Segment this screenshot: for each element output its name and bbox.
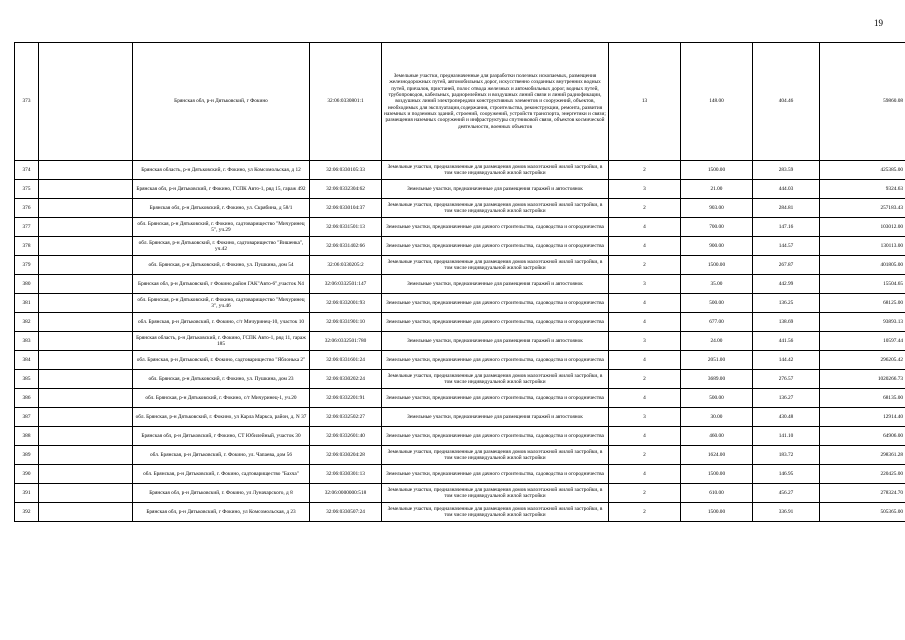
specific-value-cell: 144.42 bbox=[753, 351, 820, 370]
permitted-use-cell: Земельные участки, предназначенные для размещения домов малоэтажной жилой застройки, в том числе индивидуальной жилой застройки bbox=[382, 503, 609, 522]
category-cell: 13 bbox=[609, 43, 681, 161]
row-number: 379 bbox=[15, 256, 39, 275]
blank-cell bbox=[39, 408, 133, 427]
address-cell: обл. Брянская, р-н Дятьковский, г. Фокино, ул Карла Маркса, район, д. N 37 bbox=[133, 408, 310, 427]
area-cell: 30.00 bbox=[681, 408, 753, 427]
cadastral-value-cell: 12914.40 bbox=[820, 408, 905, 427]
permitted-use-cell: Земельные участки, предназначенные для размещения гаражей и автостоянок bbox=[382, 332, 609, 351]
permitted-use-cell: Земельные участки, предназначенные для дачного строительства, садоводства и огородничества bbox=[382, 218, 609, 237]
area-cell: 148.00 bbox=[681, 43, 753, 161]
specific-value-cell: 276.57 bbox=[753, 370, 820, 389]
row-number: 391 bbox=[15, 484, 39, 503]
table-row bbox=[15, 465, 905, 484]
row-number: 386 bbox=[15, 389, 39, 408]
category-cell: 4 bbox=[609, 465, 681, 484]
address-cell: обл. Брянская, р-н Дятьковский, г. Фокино, с/т Мичуринец-10, участок 10 bbox=[133, 313, 310, 332]
row-number: 385 bbox=[15, 370, 39, 389]
row-number: 375 bbox=[15, 180, 39, 199]
permitted-use-cell: Земельные участки, предназначенные для размещения гаражей и автостоянок bbox=[382, 275, 609, 294]
row-number: 388 bbox=[15, 427, 39, 446]
specific-value-cell: 442.99 bbox=[753, 275, 820, 294]
table-row bbox=[15, 237, 905, 256]
cadastral-value-cell: 15504.65 bbox=[820, 275, 905, 294]
blank-cell bbox=[39, 237, 133, 256]
category-cell: 3 bbox=[609, 332, 681, 351]
cadastral-number-cell: 32:06:0331402:66 bbox=[310, 237, 382, 256]
blank-cell bbox=[39, 465, 133, 484]
row-number: 382 bbox=[15, 313, 39, 332]
permitted-use-cell: Земельные участки, предназначенные для дачного строительства, садоводства и огородничества bbox=[382, 351, 609, 370]
blank-cell bbox=[39, 180, 133, 199]
cadastral-value-cell: 296205.42 bbox=[820, 351, 905, 370]
cadastral-number-cell: 32:06:0330202:24 bbox=[310, 370, 382, 389]
specific-value-cell: 147.16 bbox=[753, 218, 820, 237]
cadastral-number-cell: 32:06:0331901:10 bbox=[310, 313, 382, 332]
specific-value-cell: 336.91 bbox=[753, 503, 820, 522]
permitted-use-cell: Земельные участки, предназначенные для размещения гаражей и автостоянок bbox=[382, 408, 609, 427]
blank-cell bbox=[39, 332, 133, 351]
cadastral-number-cell: 32:06:0330105:33 bbox=[310, 161, 382, 180]
area-cell: 500.00 bbox=[681, 294, 753, 313]
area-cell: 24.00 bbox=[681, 332, 753, 351]
cadastral-value-cell: 220425.00 bbox=[820, 465, 905, 484]
category-cell: 3 bbox=[609, 180, 681, 199]
cadastral-number-cell: 32:06:0331601:24 bbox=[310, 351, 382, 370]
permitted-use-cell: Земельные участки, предназначенные для размещения домов малоэтажной жилой застройки, в том числе индивидуальной жилой застройки bbox=[382, 484, 609, 503]
cadastral-number-cell: 32:06:0000000:518 bbox=[310, 484, 382, 503]
cadastral-number-cell: 32:06:0332601:40 bbox=[310, 427, 382, 446]
area-cell: 21.00 bbox=[681, 180, 753, 199]
cadastral-value-cell: 278324.70 bbox=[820, 484, 905, 503]
blank-cell bbox=[39, 313, 133, 332]
cadastral-number-cell: 32:06:0330205:2 bbox=[310, 256, 382, 275]
specific-value-cell: 404.46 bbox=[753, 43, 820, 161]
address-cell: Брянская обл, р-н Дятьковский, г Фокино, ГСПК Авто-1, ряд 15, гараж 492 bbox=[133, 180, 310, 199]
permitted-use-cell: Земельные участки, предназначенные для дачного строительства, садоводства и огородничества bbox=[382, 427, 609, 446]
address-cell: Брянская обл, р-н Дятьковский, г. Фокино, ул Луначарского, д 8 bbox=[133, 484, 310, 503]
cadastral-value-cell: 425385.00 bbox=[820, 161, 905, 180]
row-number: 381 bbox=[15, 294, 39, 313]
cadastral-number-cell: 32:06:0332201:91 bbox=[310, 389, 382, 408]
specific-value-cell: 146.95 bbox=[753, 465, 820, 484]
area-cell: 1500.00 bbox=[681, 161, 753, 180]
blank-cell bbox=[39, 370, 133, 389]
cadastral-number-cell: 32:06:0332304:62 bbox=[310, 180, 382, 199]
table-row bbox=[15, 313, 905, 332]
specific-value-cell: 183.72 bbox=[753, 446, 820, 465]
cadastral-value-cell: 59860.08 bbox=[820, 43, 905, 161]
permitted-use-cell: Земельные участки, предназначенные для дачного строительства, садоводства и огородничества bbox=[382, 389, 609, 408]
row-number: 374 bbox=[15, 161, 39, 180]
area-cell: 35.00 bbox=[681, 275, 753, 294]
specific-value-cell: 283.59 bbox=[753, 161, 820, 180]
table-row bbox=[15, 408, 905, 427]
table-row bbox=[15, 199, 905, 218]
specific-value-cell: 136.25 bbox=[753, 294, 820, 313]
cadastral-value-cell: 257183.43 bbox=[820, 199, 905, 218]
row-number: 384 bbox=[15, 351, 39, 370]
blank-cell bbox=[39, 389, 133, 408]
specific-value-cell: 267.87 bbox=[753, 256, 820, 275]
cadastral-value-cell: 298361.28 bbox=[820, 446, 905, 465]
specific-value-cell: 144.57 bbox=[753, 237, 820, 256]
cadastral-value-cell: 68135.00 bbox=[820, 389, 905, 408]
category-cell: 4 bbox=[609, 218, 681, 237]
address-cell: обл. Брянская, р-н Дятьковский, г. Фокино, садтоварищество "Вишенка", уч.42 bbox=[133, 237, 310, 256]
address-cell: обл. Брянская, р-н Дятьковский, г. Фокино, с/т Мичуринец-1, уч.20 bbox=[133, 389, 310, 408]
specific-value-cell: 441.56 bbox=[753, 332, 820, 351]
row-number: 380 bbox=[15, 275, 39, 294]
area-cell: 500.00 bbox=[681, 389, 753, 408]
land-registry-table bbox=[14, 42, 905, 522]
page-number: 19 bbox=[874, 18, 883, 28]
specific-value-cell: 444.03 bbox=[753, 180, 820, 199]
permitted-use-cell: Земельные участки, предназначенные для дачного строительства, садоводства и огородничества bbox=[382, 294, 609, 313]
area-cell: 1500.00 bbox=[681, 503, 753, 522]
permitted-use-cell: Земельные участки, предназначенные для размещения домов малоэтажной жилой застройки, в том числе индивидуальной жилой застройки bbox=[382, 446, 609, 465]
category-cell: 4 bbox=[609, 351, 681, 370]
permitted-use-cell: Земельные участки, предназначенные для размещения домов малоэтажной жилой застройки, в том числе индивидуальной жилой застройки bbox=[382, 161, 609, 180]
permitted-use-cell: Земельные участки, предназначенные для дачного строительства, садоводства и огородничества bbox=[382, 237, 609, 256]
category-cell: 4 bbox=[609, 427, 681, 446]
permitted-use-cell: Земельные участки, предназначенные для размещения домов малоэтажной жилой застройки, в том числе индивидуальной жилой застройки bbox=[382, 370, 609, 389]
blank-cell bbox=[39, 484, 133, 503]
cadastral-value-cell: 1020266.73 bbox=[820, 370, 905, 389]
address-cell: обл. Брянская, р-н Дятьковский, г. Фокино, садтоварищество "Мичуринец 3", уч.46 bbox=[133, 294, 310, 313]
category-cell: 2 bbox=[609, 161, 681, 180]
blank-cell bbox=[39, 218, 133, 237]
table-row bbox=[15, 218, 905, 237]
cadastral-number-cell: 32:06:0332001:93 bbox=[310, 294, 382, 313]
table-row bbox=[15, 389, 905, 408]
area-cell: 1500.00 bbox=[681, 256, 753, 275]
area-cell: 900.00 bbox=[681, 237, 753, 256]
cadastral-number-cell: 32:06:0330301:13 bbox=[310, 465, 382, 484]
cadastral-number-cell: 32:06:0332501:780 bbox=[310, 332, 382, 351]
cadastral-number-cell: 32:06:0332501:147 bbox=[310, 275, 382, 294]
category-cell: 4 bbox=[609, 294, 681, 313]
category-cell: 2 bbox=[609, 256, 681, 275]
category-cell: 3 bbox=[609, 408, 681, 427]
blank-cell bbox=[39, 256, 133, 275]
address-cell: обл. Брянская, р-н Дятьковский, г. Фокино, садтоварищество "Мичуринец 5", уч.29 bbox=[133, 218, 310, 237]
category-cell: 3 bbox=[609, 275, 681, 294]
area-cell: 2051.00 bbox=[681, 351, 753, 370]
specific-value-cell: 430.48 bbox=[753, 408, 820, 427]
address-cell: Брянская область, р-н Дятьковский, г. Фокино, ул Комсомольская, д 12 bbox=[133, 161, 310, 180]
category-cell: 2 bbox=[609, 484, 681, 503]
table-row bbox=[15, 332, 905, 351]
category-cell: 4 bbox=[609, 237, 681, 256]
address-cell: Брянская обл, р-н Дятьковский, г Фокино,район ГАК"Авто-6",участок N4 bbox=[133, 275, 310, 294]
table-row bbox=[15, 427, 905, 446]
cadastral-value-cell: 505365.00 bbox=[820, 503, 905, 522]
cadastral-number-cell: 32:06:0330204:28 bbox=[310, 446, 382, 465]
blank-cell bbox=[39, 294, 133, 313]
row-number: 392 bbox=[15, 503, 39, 522]
specific-value-cell: 136.27 bbox=[753, 389, 820, 408]
area-cell: 3689.00 bbox=[681, 370, 753, 389]
category-cell: 2 bbox=[609, 370, 681, 389]
table-row bbox=[15, 275, 905, 294]
category-cell: 4 bbox=[609, 313, 681, 332]
row-number: 387 bbox=[15, 408, 39, 427]
area-cell: 677.00 bbox=[681, 313, 753, 332]
row-number: 389 bbox=[15, 446, 39, 465]
area-cell: 460.00 bbox=[681, 427, 753, 446]
blank-cell bbox=[39, 427, 133, 446]
cadastral-value-cell: 401805.00 bbox=[820, 256, 905, 275]
table-row bbox=[15, 351, 905, 370]
table-row bbox=[15, 484, 905, 503]
area-cell: 700.00 bbox=[681, 218, 753, 237]
row-number: 390 bbox=[15, 465, 39, 484]
cadastral-value-cell: 9324.63 bbox=[820, 180, 905, 199]
address-cell: Брянская обл, р-н Дятьковский, г. Фокино, ул. Скрябина, д 58/1 bbox=[133, 199, 310, 218]
blank-cell bbox=[39, 161, 133, 180]
category-cell: 2 bbox=[609, 199, 681, 218]
table-row bbox=[15, 180, 905, 199]
permitted-use-cell: Земельные участки, предназначенные для размещения домов малоэтажной жилой застройки, в том числе индивидуальной жилой застройки bbox=[382, 199, 609, 218]
table-row bbox=[15, 294, 905, 313]
area-cell: 1500.00 bbox=[681, 465, 753, 484]
row-number: 383 bbox=[15, 332, 39, 351]
category-cell: 2 bbox=[609, 503, 681, 522]
table-row bbox=[15, 43, 905, 161]
blank-cell bbox=[39, 199, 133, 218]
permitted-use-cell: Земельные участки, предназначенные для дачного строительства, садоводства и огородничества bbox=[382, 313, 609, 332]
cadastral-number-cell: 32:06:0330507:24 bbox=[310, 503, 382, 522]
permitted-use-cell: Земельные участки, предназначенные для размещения домов малоэтажной жилой застройки, в том числе индивидуальной жилой застройки bbox=[382, 256, 609, 275]
specific-value-cell: 141.10 bbox=[753, 427, 820, 446]
cadastral-number-cell: 32:06:0330104:37 bbox=[310, 199, 382, 218]
category-cell: 4 bbox=[609, 389, 681, 408]
cadastral-value-cell: 10597.44 bbox=[820, 332, 905, 351]
address-cell: обл. Брянская, р-н Дятьковский, г. Фокино, садтоварищество "Яблонька 2" bbox=[133, 351, 310, 370]
row-number: 376 bbox=[15, 199, 39, 218]
permitted-use-cell: Земельные участки, предназначенные для размещения гаражей и автостоянок bbox=[382, 180, 609, 199]
address-cell: Брянская обл, р-н Дятьковский, г Фокино, ул Комсомольская, д 23 bbox=[133, 503, 310, 522]
area-cell: 903.00 bbox=[681, 199, 753, 218]
row-number: 378 bbox=[15, 237, 39, 256]
cadastral-number-cell: 32:06:0332502:27 bbox=[310, 408, 382, 427]
blank-cell bbox=[39, 351, 133, 370]
blank-cell bbox=[39, 446, 133, 465]
cadastral-value-cell: 64906.00 bbox=[820, 427, 905, 446]
blank-cell bbox=[39, 43, 133, 161]
cadastral-value-cell: 93893.13 bbox=[820, 313, 905, 332]
permitted-use-cell: Земельные участки, предназначенные для дачного строительства, садоводства и огородничества bbox=[382, 465, 609, 484]
cadastral-number-cell: 32:06:0330801:1 bbox=[310, 43, 382, 161]
address-cell: обл. Брянская, р-н Дятьковский, г. Фокино, ул. Чапаева, дом 56 bbox=[133, 446, 310, 465]
area-cell: 1624.00 bbox=[681, 446, 753, 465]
specific-value-cell: 456.27 bbox=[753, 484, 820, 503]
category-cell: 2 bbox=[609, 446, 681, 465]
row-number: 373 bbox=[15, 43, 39, 161]
address-cell: обл. Брянская, р-н Дятьковский, г. Фокино, ул. Пушкина, дом 54 bbox=[133, 256, 310, 275]
table-body bbox=[15, 43, 905, 522]
address-cell: обл. Брянская, р-н Дятьковский, г. Фокино, ул. Пушкина, дом 23 bbox=[133, 370, 310, 389]
area-cell: 610.00 bbox=[681, 484, 753, 503]
address-cell: обл. Брянская, р-н Дятьковский, г. Фокино, садтоварищество "Бахча" bbox=[133, 465, 310, 484]
address-cell: Брянская область, р-н Дятьковский, г. Фокино, ГСПК Авто-1, ряд 11, гараж 185 bbox=[133, 332, 310, 351]
table-row bbox=[15, 446, 905, 465]
specific-value-cell: 138.69 bbox=[753, 313, 820, 332]
blank-cell bbox=[39, 275, 133, 294]
table-row bbox=[15, 256, 905, 275]
cadastral-number-cell: 32:06:0331501:13 bbox=[310, 218, 382, 237]
cadastral-value-cell: 68125.00 bbox=[820, 294, 905, 313]
permitted-use-cell: Земельные участки, предназначенные для разработки полезных ископаемых, размещения железнодорожных путей, автомобильных дорог, искусственно созданных внутренних водных путей, причалов, пристаней, полос отвода железных и автомобильных дорог, водных путей, трубопроводов, кабельных, радиорелейных и воздушных линий связи и линий радиофикации, воздушных линий электропередачи конструктивных элементов и сооружений, объектов, необходимых для эксплуатации,содержания, строительства, реконструкции, ремонта, развития наземных и подземных зданий, строений, сооружений, устройств транспорта, энергетики и связи; размещения наземных сооружений и инфраструктуры спутниковой связи, объектов космической деятельности, военных объектов bbox=[382, 43, 609, 161]
address-cell: Брянская обл, р-н Дятьковский, г Фокино, СТ Юбилейный, участок 30 bbox=[133, 427, 310, 446]
table-row bbox=[15, 161, 905, 180]
row-number: 377 bbox=[15, 218, 39, 237]
cadastral-value-cell: 103012.00 bbox=[820, 218, 905, 237]
table-row bbox=[15, 503, 905, 522]
blank-cell bbox=[39, 503, 133, 522]
address-cell: Брянская обл, р-н Дятьковский, г Фокино bbox=[133, 43, 310, 161]
specific-value-cell: 284.81 bbox=[753, 199, 820, 218]
table-row bbox=[15, 370, 905, 389]
cadastral-value-cell: 130113.00 bbox=[820, 237, 905, 256]
